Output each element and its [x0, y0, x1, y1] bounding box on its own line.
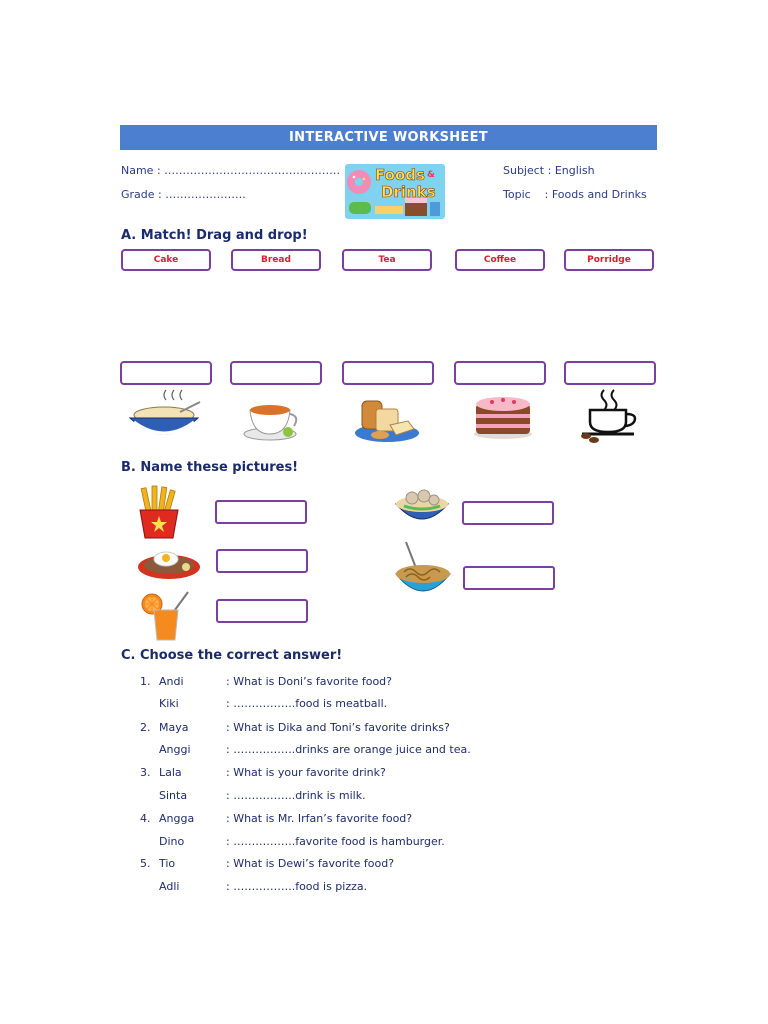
- subject-label: Subject : English: [503, 164, 595, 177]
- question-number: 3.: [140, 766, 151, 779]
- word-card-tea[interactable]: Tea: [342, 249, 432, 271]
- bread-icon: [354, 395, 420, 443]
- answer-speaker: Adli: [159, 880, 180, 893]
- answer-text: : ……………..food is meatball.: [226, 697, 388, 710]
- question-text: : What is Dika and Toni’s favorite drinks?: [226, 721, 450, 734]
- question-speaker: Tio: [159, 857, 176, 870]
- word-card-cake[interactable]: Cake: [121, 249, 211, 271]
- answer-text: : ……………..food is pizza.: [226, 880, 368, 893]
- answer-box-fries[interactable]: [215, 500, 307, 524]
- question-speaker: Lala: [159, 766, 182, 779]
- logo-foods-text: Foods: [375, 166, 425, 184]
- drop-zone-5[interactable]: [564, 361, 656, 385]
- question-number: 2.: [140, 721, 151, 734]
- porridge-bowl-icon: [124, 388, 204, 442]
- word-card-bread[interactable]: Bread: [231, 249, 321, 271]
- answer-box-orange-juice[interactable]: [216, 599, 308, 623]
- worksheet-banner: INTERACTIVE WORKSHEET: [120, 125, 657, 150]
- answer-box-meatball[interactable]: [462, 501, 554, 525]
- answer-box-noodles[interactable]: [463, 566, 555, 590]
- french-fries-icon: [136, 484, 182, 540]
- cake-icon: [472, 392, 534, 440]
- question-text: : What is Dewi’s favorite food?: [226, 857, 395, 870]
- answer-speaker: Anggi: [159, 743, 191, 756]
- tea-cup-icon: [240, 398, 304, 442]
- drop-zone-1[interactable]: [120, 361, 212, 385]
- drop-zone-4[interactable]: [454, 361, 546, 385]
- drop-zone-2[interactable]: [230, 361, 322, 385]
- foods-drinks-logo: [345, 164, 445, 219]
- question-number: 4.: [140, 812, 151, 825]
- drop-zone-3[interactable]: [342, 361, 434, 385]
- topic-label: Topic : Foods and Drinks: [503, 188, 647, 201]
- answer-text: : ……………..drink is milk.: [226, 789, 366, 802]
- meatball-soup-icon: [394, 488, 450, 528]
- fried-egg-rice-icon: [136, 545, 202, 581]
- orange-juice-icon: [138, 590, 194, 642]
- section-b-title: B. Name these pictures!: [121, 460, 299, 475]
- logo-amp-text: &: [427, 170, 435, 180]
- grade-field-label: Grade : ………………….: [121, 188, 246, 201]
- question-speaker: Maya: [159, 721, 189, 734]
- answer-speaker: Sinta: [159, 789, 188, 802]
- word-card-porridge[interactable]: Porridge: [564, 249, 654, 271]
- question-text: : What is Mr. Irfan’s favorite food?: [226, 812, 413, 825]
- question-speaker: Andi: [159, 675, 184, 688]
- noodles-icon: [394, 540, 452, 598]
- word-card-coffee[interactable]: Coffee: [455, 249, 545, 271]
- section-c-title: C. Choose the correct answer!: [121, 648, 343, 663]
- answer-text: : ……………..favorite food is hamburger.: [226, 835, 445, 848]
- name-field-label: Name : …………………………………………: [121, 164, 341, 177]
- coffee-cup-icon: [576, 388, 644, 444]
- question-text: : What is Doni’s favorite food?: [226, 675, 392, 688]
- question-number: 1.: [140, 675, 151, 688]
- question-speaker: Angga: [159, 812, 195, 825]
- answer-text: : ……………..drinks are orange juice and tea.: [226, 743, 471, 756]
- logo-drinks-text: Drinks: [381, 183, 436, 201]
- question-text: : What is your favorite drink?: [226, 766, 386, 779]
- answer-speaker: Dino: [159, 835, 185, 848]
- answer-speaker: Kiki: [159, 697, 179, 710]
- section-a-title: A. Match! Drag and drop!: [121, 228, 308, 243]
- question-number: 5.: [140, 857, 151, 870]
- answer-box-fried-rice[interactable]: [216, 549, 308, 573]
